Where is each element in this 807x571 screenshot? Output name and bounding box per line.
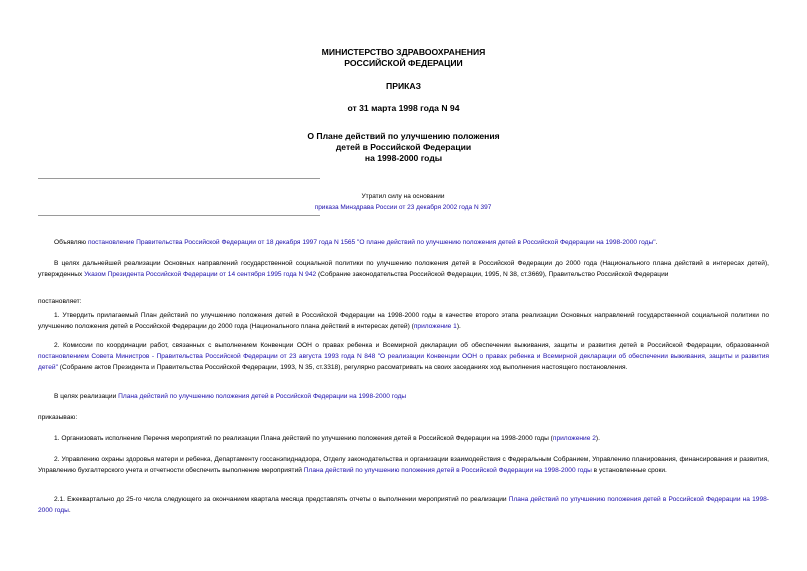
appendix-1-link[interactable]: приложение 1 bbox=[413, 322, 457, 330]
doc-type-heading: ПРИКАЗ bbox=[386, 81, 421, 91]
date-number-heading: от 31 марта 1998 года N 94 bbox=[347, 103, 460, 113]
p6-text: В целях реализации bbox=[54, 393, 119, 400]
p8-text: 1. Организовать исполнение Перечня мероприятий по реализации Плана действий по улучшению положения детей в Российской Федерации на 1998-2000 годы ( bbox=[54, 435, 553, 442]
p2-end: (Собрание законодательства Российской Федерации, 1995, N 38, ст.3669), Правительство Российской Федерации bbox=[316, 270, 669, 278]
decree-848-link[interactable]: постановлением Совета Министров - Правительства Российской Федерации от 23 августа 1993 года N 848 "О реализации Конвенции ООН о правах ребенка и Всемирной декларации об обеспечении выживания, защиты и развития детей" bbox=[38, 352, 769, 371]
paragraph-order-2-1 bbox=[38, 495, 769, 517]
lapsed-notice bbox=[200, 191, 606, 213]
paragraph-implementation bbox=[38, 392, 769, 403]
p2-text: В целях дальнейшей реализации Основных направлений государственной социальной политики по улучшению положения детей в Российской Федерации до 2000 года (Национального плана действий в интересах детей), утвержденных bbox=[38, 260, 769, 278]
paragraph-purpose bbox=[38, 259, 769, 281]
paragraph-order-1 bbox=[38, 434, 769, 445]
p5-text: 2. Комиссии по координации работ, связанных с выполнением Конвенции ООН о правах ребенка и Всемирной декларации об обеспечении выживания, защиты и развития детей в Российской Федерации, образованной bbox=[54, 342, 769, 349]
lapsed-link[interactable]: приказа Минздрава России от 23 декабря 2002 года N 397 bbox=[314, 204, 492, 211]
paragraph-resolves: постановляет: bbox=[38, 298, 82, 305]
p5-end: (Собрание актов Президента и Правительства Российской Федерации, 1993, N 35, ст.3318), регулярно рассматривать на своих заседаниях ход выполнения настоящего постановления. bbox=[57, 363, 628, 371]
ministry-line-2: РОССИЙСКОЙ ФЕДЕРАЦИИ bbox=[344, 58, 463, 68]
p9-end: в установленные сроки. bbox=[591, 466, 667, 474]
paragraph-item-2 bbox=[38, 341, 769, 373]
paragraph-announce bbox=[38, 238, 769, 249]
subject-line-3: на 1998-2000 годы bbox=[364, 153, 443, 163]
paragraph-item-1 bbox=[38, 311, 769, 333]
paragraph-orders: приказываю: bbox=[38, 414, 78, 421]
p9-text: 2. Управлению охраны здоровья матери и ребенка, Департаменту госсанэпиднадзора, Отделу законодательства и организации взаимодействия с Федеральным Собранием, Управлению планирования, финансирования и развития, Управлению бухгалтерского учета и отчетности обеспечить выполнение мероприятий bbox=[38, 456, 769, 474]
ministry-line-1: МИНИСТЕРСТВО ЗДРАВООХРАНЕНИЯ bbox=[321, 47, 486, 57]
decree-1565-link[interactable]: постановление Правительства Российской Федерации от 18 декабря 1997 года N 1565 "О плане действий по улучшению положения детей в Российской Федерации на 1998-2000 годы" bbox=[87, 239, 656, 246]
action-plan-link-2[interactable]: Плана действий по улучшению положения детей в Российской Федерации на 1998-2000 годы bbox=[303, 466, 592, 474]
p4-end: ). bbox=[456, 322, 461, 330]
paragraph-order-2 bbox=[38, 455, 769, 477]
p1-text: Объявляю bbox=[54, 239, 88, 246]
action-plan-link-1[interactable]: Плана действий по улучшению положения детей в Российской Федерации на 1998-2000 годы bbox=[118, 393, 407, 400]
p4-text: 1. Утвердить прилагаемый План действий по улучшению положения детей в Российской Федерации на 1998-2000 годы в качестве второго этапа реализации Основных направлений государственной социальной политики по улучшению положения детей в Российской Федерации до 2000 года (Национального плана действий в интересах детей) ( bbox=[38, 312, 769, 330]
p10-text: 2.1. Ежеквартально до 25-го числа следующего за окончанием квартала месяца представлять отчеты о выполнении мероприятий по реализации bbox=[54, 496, 509, 503]
subject-line-1: О Плане действий по улучшению положения bbox=[307, 131, 500, 141]
lapsed-text: Утратил силу на основании bbox=[361, 193, 445, 200]
subject-line-2: детей в Российской Федерации bbox=[335, 142, 472, 152]
decree-942-link[interactable]: Указом Президента Российской Федерации от 14 сентября 1995 года N 942 bbox=[84, 270, 317, 278]
divider-bottom bbox=[38, 215, 320, 216]
divider-top bbox=[38, 178, 320, 179]
p10-end: . bbox=[68, 506, 71, 514]
action-plan-link-3[interactable]: Плана действий по улучшению положения детей в Российской Федерации на 1998-2000 годы bbox=[38, 496, 769, 514]
appendix-2-link[interactable]: приложение 2 bbox=[552, 435, 596, 442]
p1-end: . bbox=[655, 239, 658, 246]
p8-end: ). bbox=[595, 435, 600, 442]
subject-heading bbox=[0, 131, 807, 164]
ministry-heading bbox=[0, 47, 807, 69]
